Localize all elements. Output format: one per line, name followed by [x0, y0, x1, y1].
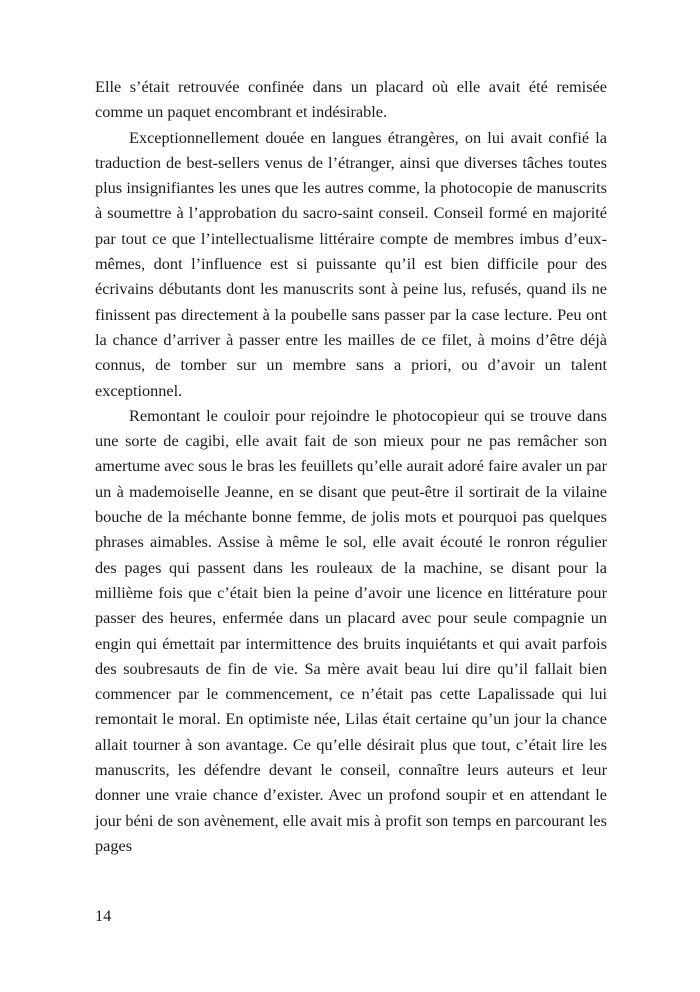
paragraph: Remontant le couloir pour rejoindre le photocopieur qui se trouve dans une sorte de cagibi, elle avait fait de son mieux pour ne pas remâcher son amertume avec sous le bras les feuillets qu’elle aurait adoré faire avaler un par un à mademoiselle Jeanne, en se disant que peut-être il sortirait de la vilaine bouche de la méchante bonne femme, de jolis mots et pourquoi pas quelques phrases aimables. Assise à même le sol, elle avait écouté le ronron régulier des pages qui passent dans les rouleaux de la machine, se disant pour la millième fois que c’était bien la peine d’avoir une licence en littérature pour passer des heures, enfermée dans un placard avec pour seule compagnie un engin qui émettait par intermittence des bruits inquiétants et qui avait parfois des soubresauts de fin de vie. Sa mère avait beau lui dire qu’il fallait bien commencer par le commencement, ce n’était pas cette Lapalissade qui lui remontait le moral. En optimiste née, Lilas était certaine qu’un jour la chance allait tourner à son avantage. Ce qu’elle désirait plus que tout, c’était lire les manuscrits, les défendre devant le conseil, connaître leurs auteurs et leur donner une vraie chance d’exister. Avec un profond soupir et en attendant le jour béni de son avènement, elle avait mis à profit son temps en parcourant les pages [95, 405, 607, 855]
paragraph: Exceptionnellement douée en langues étrangères, on lui avait confié la traduction de best-sellers venus de l’étranger, ainsi que diverses tâches toutes plus insignifiantes les unes que les autres comme, la photocopie de manuscrits à soumettre à l’approbation du sacro-saint conseil. Conseil formé en majorité par tout ce que l’intellectualisme littéraire compte de membres imbus d’eux-mêmes, dont l’influence est si puissante qu’il est bien difficile pour des écrivains débutants dont les manuscrits sont à peine lus, refusés, quand ils ne finissent pas directement à la poubelle sans passer par la case lecture. Peu ont la chance d’arriver à passer entre les mailles de ce filet, à moins d’être déjà connus, de tomber sur un membre sans a priori, ou d’avoir un talent exceptionnel. [95, 127, 607, 400]
paragraph-continuation: Elle s’était retrouvée confinée dans un placard où elle avait été remisée comme un paquet encombrant et indésirable. [95, 77, 607, 122]
page-text [95, 74, 607, 858]
page-number: 14 [95, 906, 112, 925]
